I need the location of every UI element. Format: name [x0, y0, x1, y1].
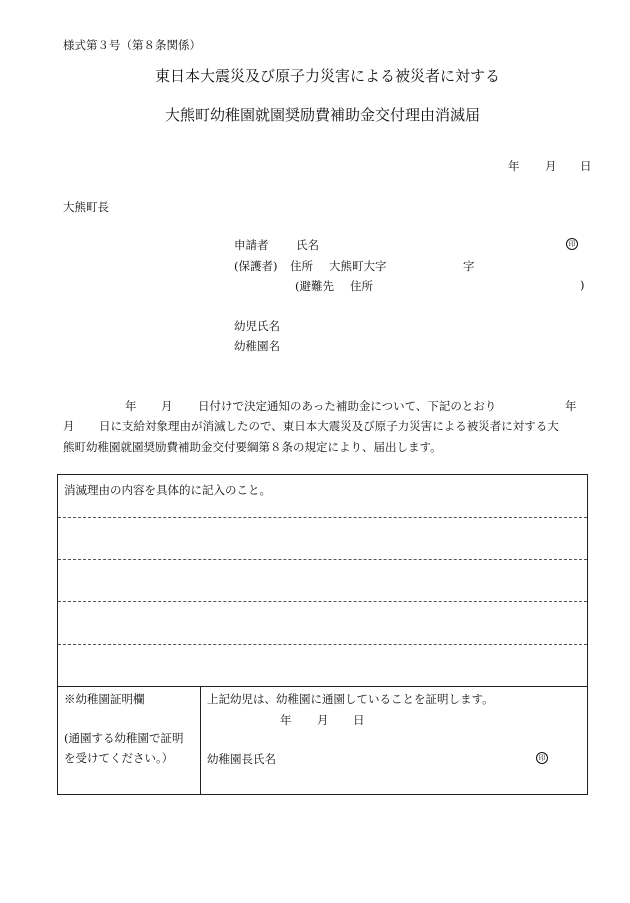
cert-divider [58, 686, 587, 687]
seal-icon: 印 [566, 238, 578, 250]
date-month: 月 [545, 159, 557, 173]
evac-close: ) [580, 278, 585, 292]
evac-open: (避難先 [295, 279, 334, 293]
reason-line-1 [58, 517, 587, 518]
aza-label: 字 [463, 259, 475, 273]
child-name-label: 幼児氏名 [234, 319, 280, 333]
cert-vertical-divider [200, 686, 201, 794]
body-year-1: 年 [125, 399, 137, 413]
cert-title: ※幼稚園証明欄 [64, 692, 145, 706]
body-text-1: 日付けで決定通知のあった補助金について、下記のとおり [198, 399, 497, 413]
kindergarten-name-label: 幼稚園名 [234, 339, 280, 353]
body-text-2: 日に支給対象理由が消滅したので、東日本大震災及び原子力災害による被災者に対する大 [99, 419, 559, 433]
cert-year: 年 [280, 713, 292, 727]
address-value: 大熊町大字 [329, 259, 387, 273]
cert-month: 月 [317, 713, 329, 727]
reason-line-4 [58, 644, 587, 645]
principal-label: 幼稚園長氏名 [207, 752, 276, 766]
reason-line-2 [58, 559, 587, 560]
name-label: 氏名 [296, 238, 319, 252]
body-year-2: 年 [565, 399, 577, 413]
title-line-2: 大熊町幼稚園就園奨励費補助金交付理由消滅届 [165, 106, 481, 124]
addressee: 大熊町長 [63, 200, 109, 214]
date-year: 年 [508, 159, 520, 173]
body-month-2: 月 [63, 419, 75, 433]
title-line-1: 東日本大震災及び原子力災害による被災者に対する [155, 67, 501, 85]
cert-note-1: (通園する幼稚園で証明 [64, 731, 184, 745]
guardian-label: (保護者) [234, 259, 278, 273]
reason-instruction: 消滅理由の内容を具体的に記入のこと。 [64, 483, 271, 497]
principal-seal-icon: 印 [536, 752, 548, 764]
applicant-label: 申請者 [234, 238, 269, 252]
evac-address-label: 住所 [350, 279, 373, 293]
body-month-1: 月 [161, 399, 173, 413]
reason-box [57, 474, 588, 795]
cert-statement: 上記幼児は、幼稚園に通園していることを証明します。 [207, 692, 494, 706]
date-day: 日 [580, 159, 592, 173]
cert-note-2: を受けてください。） [64, 751, 174, 765]
address-label: 住所 [290, 259, 313, 273]
reason-line-3 [58, 601, 587, 602]
cert-day: 日 [353, 713, 365, 727]
form-number: 様式第３号（第８条関係） [63, 38, 201, 52]
body-text-3: 熊町幼稚園就園奨励費補助金交付要綱第８条の規定により、届出します。 [63, 440, 442, 454]
